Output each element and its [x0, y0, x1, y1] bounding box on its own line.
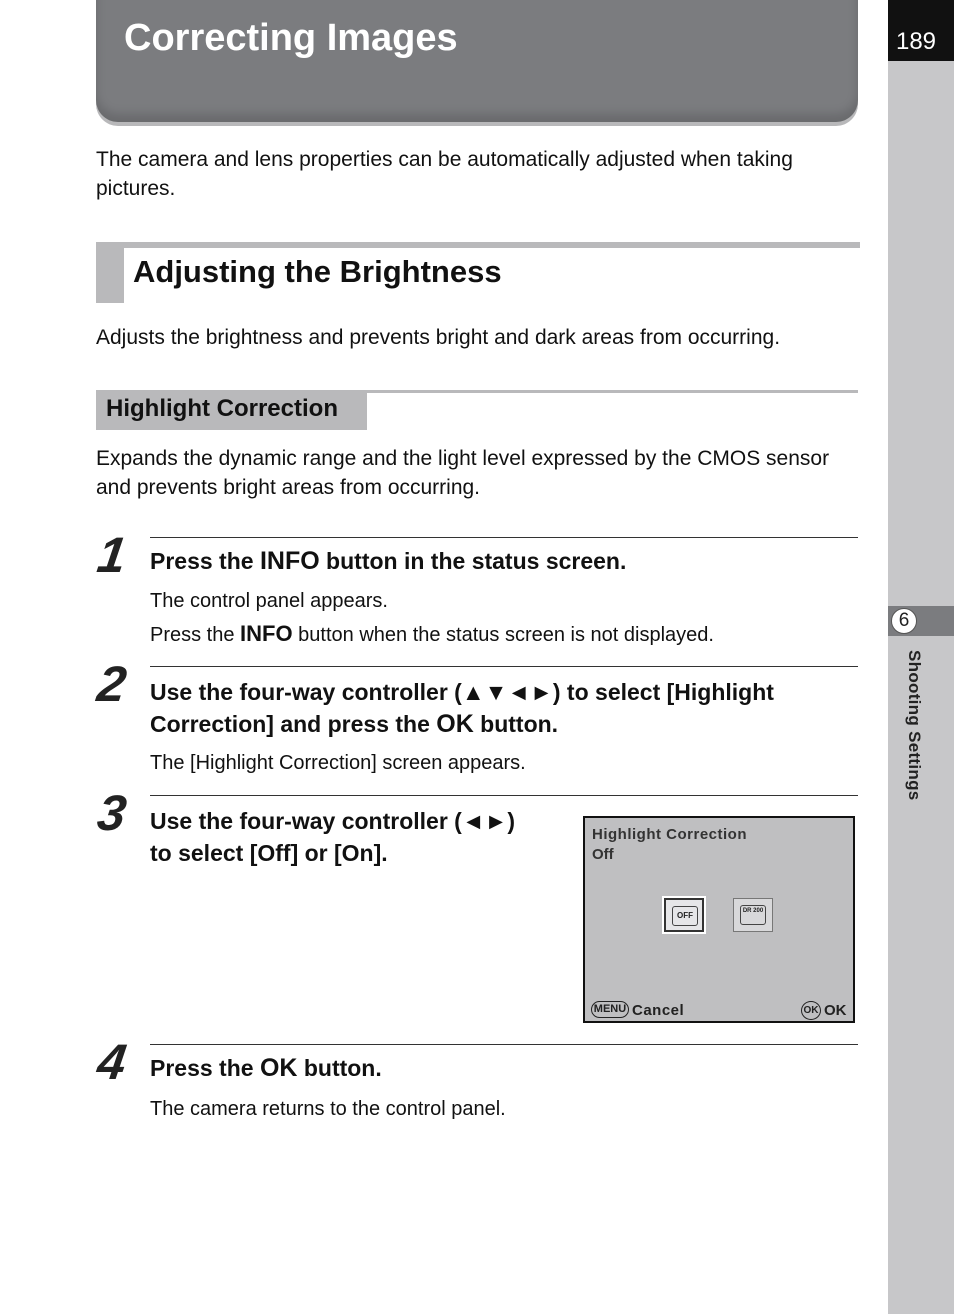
- step-4-heading-text: Press the: [150, 1055, 260, 1081]
- step-2-heading-line-2-end: button.: [473, 711, 559, 737]
- step-2-heading-line-2: [150, 708, 860, 740]
- chapter-number: 6: [891, 608, 917, 634]
- camera-cancel-label: Cancel: [632, 1002, 685, 1019]
- step-3-heading-line-1: Use the four-way controller (◄►): [150, 808, 516, 834]
- ok-button-icon: OK: [801, 1001, 821, 1020]
- step-1-note-1: The control panel appears.: [150, 590, 388, 612]
- step-1-heading-text: Press the: [150, 548, 260, 574]
- step-1-heading-text-end: button in the status screen.: [319, 548, 627, 574]
- highlight-dr200-icon: DR 200: [740, 905, 766, 925]
- menu-button-icon: MENU: [591, 1001, 629, 1018]
- camera-ok-label: OK: [824, 1002, 847, 1019]
- step-4-note: The camera returns to the control panel.: [150, 1098, 506, 1120]
- camera-screen-title: Highlight Correction: [592, 826, 747, 843]
- step-1-note-2-text-end: button when the status screen is not displayed.: [292, 624, 714, 646]
- step-3-heading-line-2: to select [Off] or [On].: [150, 840, 388, 866]
- page-title: Correcting Images: [124, 17, 458, 59]
- step-1-number: 1: [94, 527, 130, 583]
- step-1-note-2-text: Press the: [150, 624, 241, 646]
- step-2-heading-line-2-text: Correction] and press the: [150, 711, 437, 737]
- section-description: Adjusts the brightness and prevents bright and dark areas from occurring.: [96, 326, 781, 349]
- section-marker: [96, 242, 124, 303]
- subsection-description: Expands the dynamic range and the light level expressed by the CMOS sensor and prevents bright areas from occurring.: [96, 447, 830, 499]
- section-rule: [96, 242, 860, 248]
- chapter-label: Shooting Settings: [905, 650, 924, 801]
- step-1-heading: [150, 545, 626, 577]
- step-2-note: The [Highlight Correction] screen appears.: [150, 752, 526, 774]
- step-4-rule: [150, 1044, 858, 1045]
- section-title: Adjusting the Brightness: [133, 254, 502, 289]
- highlight-off-icon: OFF: [672, 906, 698, 926]
- step-2-heading-line-1: Use the four-way controller (▲▼◄►) to select [Highlight: [150, 679, 774, 705]
- camera-screen: [583, 816, 855, 1023]
- step-3-number: 3: [94, 785, 130, 841]
- page-number: 189: [895, 28, 937, 55]
- step-1-rule: [150, 537, 858, 538]
- step-4-number: 4: [94, 1034, 130, 1090]
- option-on-tile: [733, 898, 773, 932]
- step-1-note-2: [150, 620, 714, 649]
- step-2-heading: [150, 676, 860, 740]
- subsection-title: Highlight Correction: [106, 395, 338, 422]
- intro-paragraph: The camera and lens properties can be automatically adjusted when taking pictures.: [96, 148, 793, 200]
- step-4-heading: [150, 1052, 382, 1084]
- step-3-rule: [150, 795, 858, 796]
- step-2-number: 2: [94, 656, 130, 712]
- camera-screen-value: Off: [592, 846, 614, 863]
- ok-button-icon: OK: [259, 1054, 298, 1082]
- step-2-rule: [150, 666, 858, 667]
- info-button-icon: INFO: [240, 621, 293, 646]
- option-off-tile: [664, 898, 704, 932]
- ok-button-icon: OK: [436, 710, 474, 738]
- step-4-heading-text-end: button.: [297, 1055, 382, 1081]
- step-3-heading: [150, 805, 570, 869]
- info-button-icon: INFO: [259, 547, 320, 575]
